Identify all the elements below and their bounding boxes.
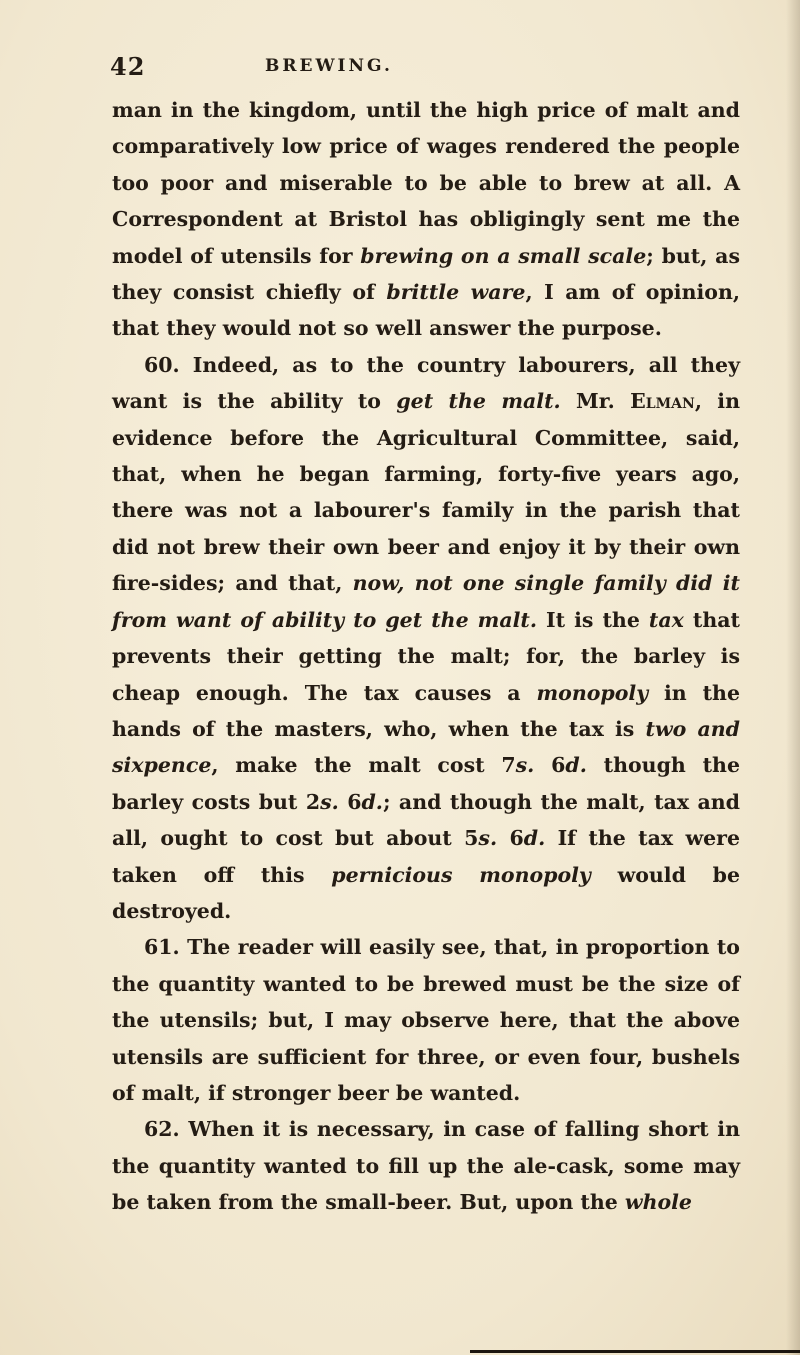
text-run: 6 [338,789,362,814]
text-run: , I am of opinion, that they would not so well answer the purpose. [112,280,740,341]
italic-text: whole [624,1190,692,1215]
italic-text: d. [565,753,587,778]
italic-text: two and sixpence [112,716,740,778]
italic-text: brewing on a small scale [360,243,647,268]
running-title: BREWING. [265,56,393,76]
italic-text: pernicious monopoly [331,862,591,887]
italic-text: d. [361,789,383,814]
italic-text: s. [478,826,498,851]
italic-text: tax [648,607,684,632]
page-number: 42 [110,52,146,81]
paragraph-p-62 [112,1111,740,1220]
text-run: that prevents their getting the malt; for, the barley is cheap enough. The tax causes a [112,607,740,705]
text-run: , make the malt cost 7 [211,753,516,778]
bottom-edge-rule [470,1350,800,1353]
text-run: It is the [537,607,649,632]
body-text [112,92,740,1221]
text-run: in the hands of the masters, who, when the tax is [112,680,740,741]
text-run: 6 [534,753,566,778]
small-caps-name: Elman [630,389,695,414]
text-run: ; and though the malt, tax and all, ought to cost but about 5 [112,789,741,851]
text-run: would be destroyed. [112,862,740,923]
italic-text: brittle ware [386,280,526,305]
text-run: 6 [497,826,524,851]
text-run: If the tax were taken off this [112,826,741,887]
text-run: , in evidence before the Agricultural Committee, said, that, when he began farming, forty-five years ago, there was not a labourer's family in the parish that did not brew their own beer and enjoy it by their own fire-sides; and that, [112,389,740,596]
text-run: man in the kingdom, until the high price of malt and comparatively low price of wages rendered the people too poor and miserable to be able to brew at all. A Correspondent at Bristol has obligingly sent me the model of utensils for [112,98,740,268]
paragraph-p-60 [112,347,740,930]
paragraph-p-continued [112,92,740,347]
italic-text: get the malt. [396,389,561,414]
text-run: 60. Indeed, as to the country labourers, all they want is the ability to [112,352,740,414]
italic-text: monopoly [536,680,649,705]
running-head [110,52,730,82]
text-run: Mr. [560,389,631,414]
page-edge-shadow [786,0,800,1355]
text-run: 61. The reader will easily see, that, in proportion to the quantity wanted to be brewed must be the size of the utensils; but, I may observe here, that the above utensils are sufficient for three, or even four, bushels of malt, if stronger beer be wanted. [112,935,740,1105]
italic-text: now, not one single family did it from want of ability to get the malt. [112,571,740,632]
italic-text: s. [515,753,535,778]
italic-text: s. [320,789,339,814]
italic-text: d. [523,826,546,851]
paragraph-p-61 [112,929,740,1111]
text-run: ; but, as they consist chiefly of [112,243,740,305]
text-run: 62. When it is necessary, in case of falling short in the quantity wanted to fill up the ale-cask, some may be taken from the small-beer. But, upon the [112,1117,740,1215]
text-run: though the barley costs but 2 [112,753,741,814]
